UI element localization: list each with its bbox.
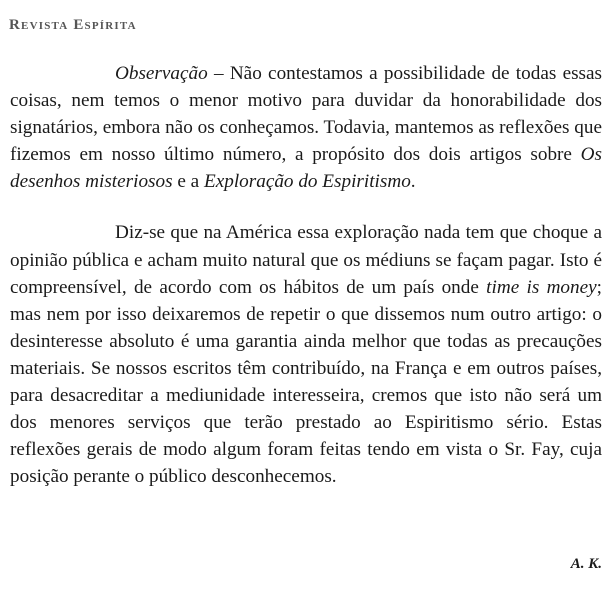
paragraph-observation: [10, 60, 602, 195]
article-body: [10, 60, 602, 490]
running-header: Revista Espírita: [9, 17, 137, 33]
paragraph-text: Diz-se que na América essa exploração nada tem que choque a opinião pública e acham muito natural que os médiuns se façam pagar. Isto é compreensível, de acordo com os hábitos de um país onde: [10, 222, 602, 298]
foreign-phrase: time is money: [486, 276, 597, 298]
paragraph-america: [10, 219, 602, 490]
paragraph-text: ; mas nem por isso deixaremos de repetir o que dissemos num outro artigo: o desinteresse absoluto é uma garantia ainda melhor que todas as precauções materiais. Se nossos escritos têm contribuído, na França e em outros países, para desacreditar a mediunidade interesseira, cremos que isto não será um dos menores serviços que terão prestado ao Espiritismo sério. Estas reflexões gerais de modo algum foram feitas tendo em vista o Sr. Fay, cuja posição perante o público desconhecemos.: [10, 276, 602, 488]
paragraph-text: Não contestamos a possibilidade de todas essas coisas, nem temos o menor motivo para duvidar da honorabilidade dos signatários, embora não os conheçamos. Todavia, mantemos as reflexões que fizemos em nosso último número, a propósito dos dois artigos sobre: [10, 63, 603, 166]
author-signature: A. K.: [570, 556, 602, 572]
dash: –: [207, 63, 230, 84]
article-title-reference: Exploração do Espiritismo: [204, 171, 411, 193]
paragraph-text: e a: [172, 171, 204, 193]
paragraph-text: .: [410, 171, 416, 193]
article-title-reference: Os desenhos misteriosos: [10, 144, 602, 193]
observation-label: Observação: [115, 63, 208, 84]
